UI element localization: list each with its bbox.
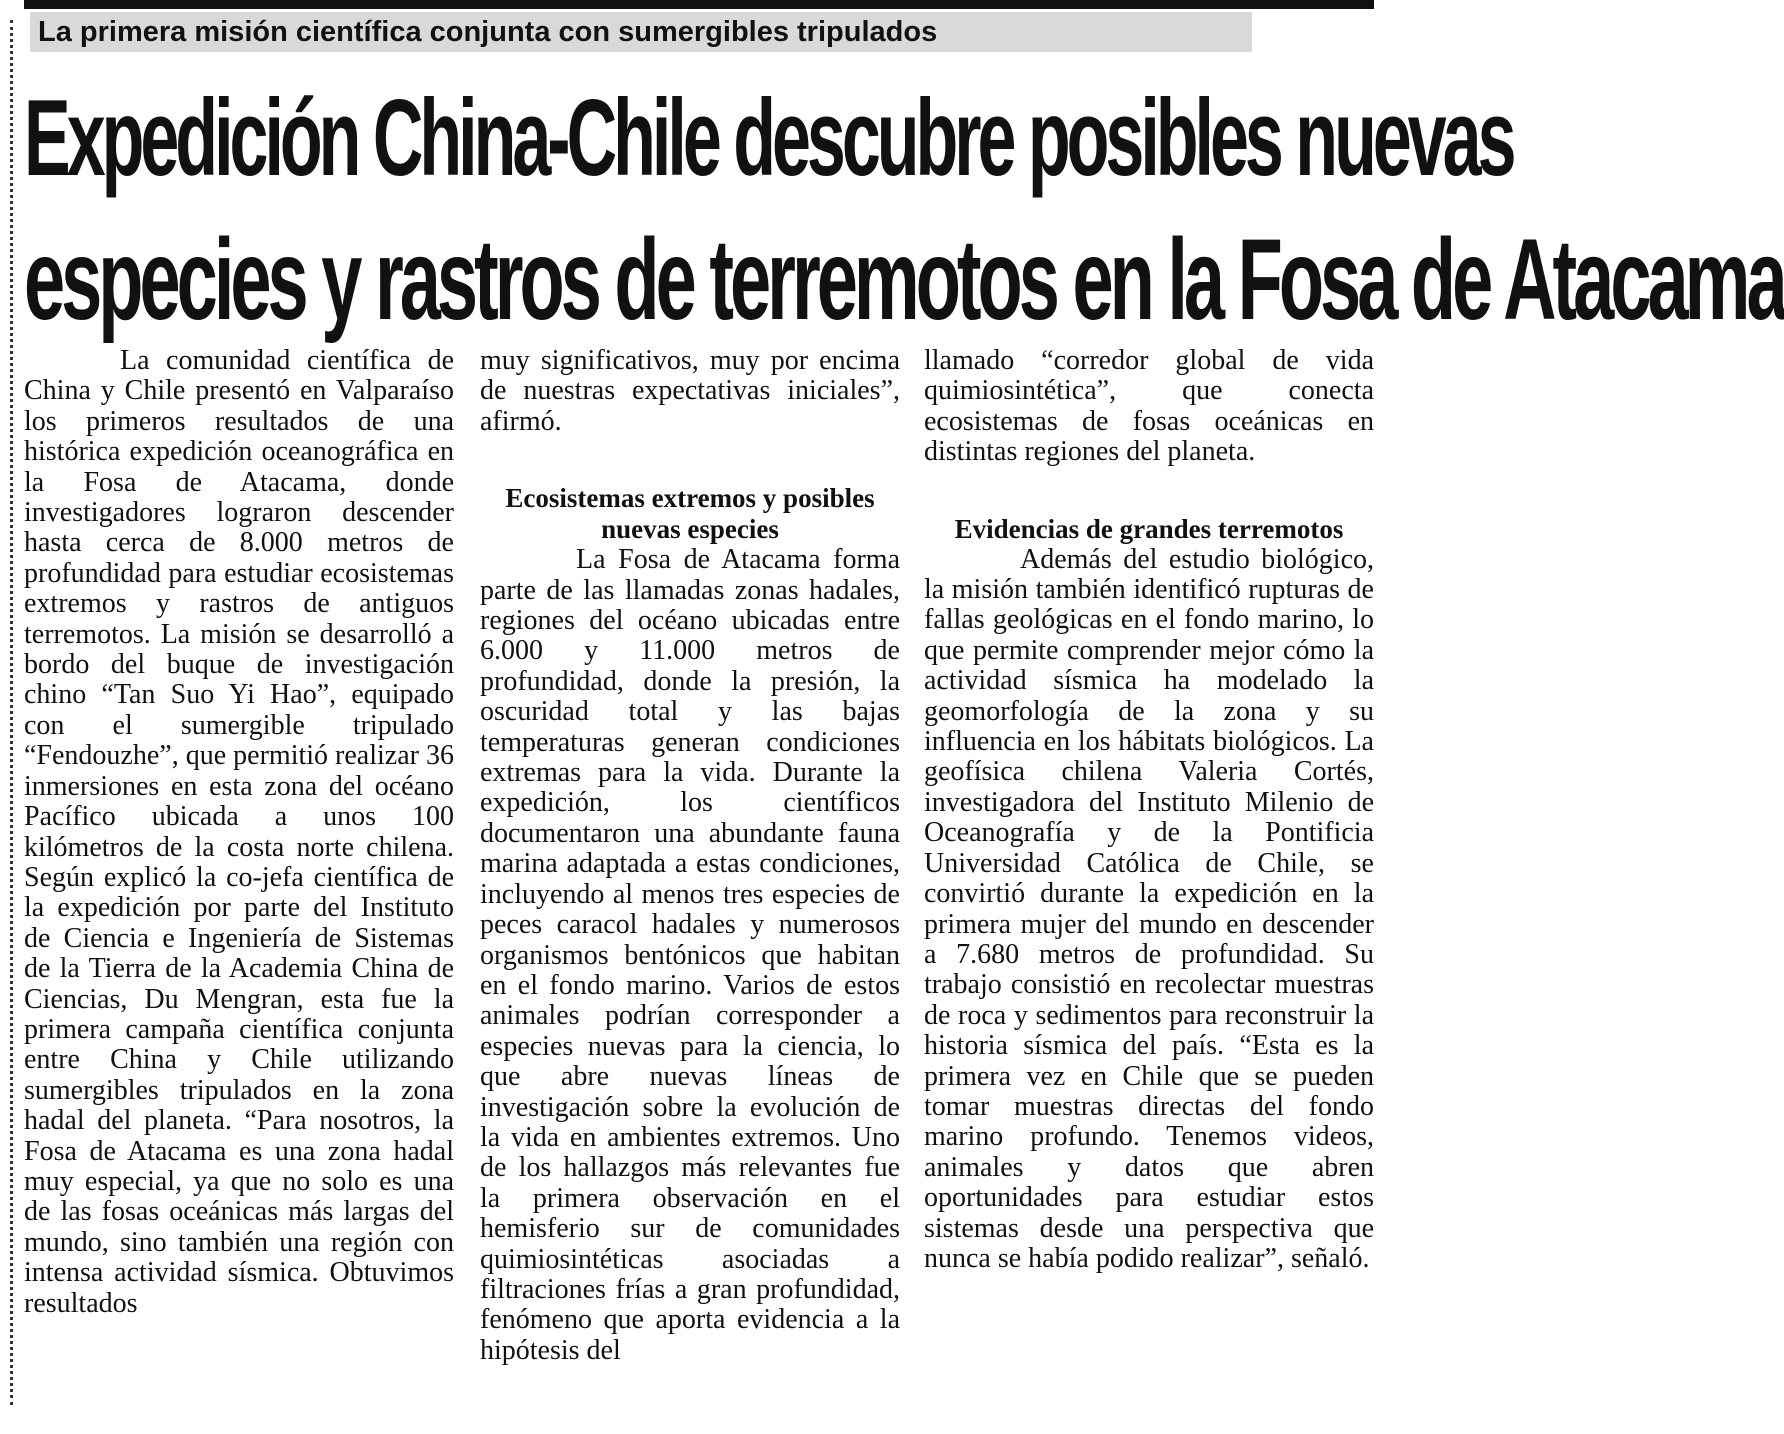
kicker: La primera misión científica conjunta con sumergibles tripulados [30, 12, 1252, 52]
headline-line-2: especies y rastros de terremotos en la Fosa de Atacama [24, 214, 1784, 344]
column-2 [480, 346, 900, 1366]
headline-line-1: Expedición China-Chile descubre posibles nuevas [24, 77, 1513, 199]
column-3-paragraph-2: Además del estudio biológico, la misión también identificó rupturas de fallas geológicas en el fondo marino, lo que permite comprender mejor cómo la actividad sísmica ha modelado la geomorfología de la zona y su influencia en los hábitats biológicos. La geofísica chilena Valeria Cortés, investigadora del Instituto Milenio de Oceanografía y de la Pontificia Universidad Católica de Chile, se convirtió durante la expedición en la primera mujer del mundo en descender a 7.680 metros de profundidad. Su trabajo consistió en recolectar muestras de roca y sedimentos para reconstruir la historia sísmica del país. “Esta es la primera vez en Chile que se pueden tomar muestras directas del fondo marino profundo. Tenemos videos, animales y datos que abren oportunidades para estudiar estos sistemas desde una perspectiva que nunca se había podido realizar”, señaló. [924, 543, 1374, 1274]
column-3-paragraph-1: llamado “corredor global de vida quimiosintética”, que conecta ecosistemas de fosas oceánicas en distintas regiones del planeta. [924, 345, 1374, 468]
subhead-evidencias: Evidencias de grandes terremotos [954, 513, 1344, 544]
column-1-paragraph: La comunidad científica de China y Chile presentó en Valparaíso los primeros resultados de una histórica expedición oceanográfica en la Fosa de Atacama, donde investigadores lograron descender hasta cerca de 8.000 metros de profundidad para estudiar ecosistemas extremos y rastros de antiguos terremotos. La misión se desarrolló a bordo del buque de investigación chino “Tan Suo Yi Hao”, equipado con el sumergible tripulado “Fendouzhe”, que permitió realizar 36 inmersiones en esta zona del océano Pacífico ubicada a unos 100 kilómetros de la costa norte chilena. Según explicó la co-jefa científica de la expedición por parte del Instituto de Ciencia e Ingeniería de Sistemas de la Tierra de la Academia China de Ciencias, Du Mengran, esta fue la primera campaña científica conjunta entre China y Chile utilizando sumergibles tripulados en la zona hadal del planeta. “Para nosotros, la Fosa de Atacama es una zona hadal muy especial, ya que no solo es una de las fosas oceánicas más largas del mundo, sino también una región con intensa actividad sísmica. Obtuvimos resultados [24, 345, 454, 1319]
top-rule [24, 0, 1374, 9]
subhead-ecosistemas: Ecosistemas extremos y posibles nuevas especies [505, 483, 875, 545]
dotted-border [10, 20, 13, 1405]
column-2-paragraph-2: La Fosa de Atacama forma parte de las llamadas zonas hadales, regiones del océano ubicadas entre 6.000 y 11.000 metros de profundidad, donde la presión, la oscuridad total y las bajas temperaturas generan condiciones extremas para la vida. Durante la expedición, los científicos documentaron una abundante fauna marina adaptada a estas condiciones, incluyendo al menos tres especies de peces caracol hadales y numerosos organismos bentónicos que habitan en el fondo marino. Varios de estos animales podrían corresponder a especies nuevas para la ciencia, lo que abre nuevas líneas de investigación sobre la evolución de la vida en ambientes extremos. Uno de los hallazgos más relevantes fue la primera observación en el hemisferio sur de comunidades quimiosintéticas asociadas a filtraciones frías a gran profundidad, fenómeno que aporta evidencia a la hipótesis del [480, 544, 900, 1366]
column-3 [924, 346, 1374, 1274]
column-1 [24, 346, 454, 1319]
column-2-paragraph-1: muy significativos, muy por encima de nuestras expectativas iniciales”, afirmó. [480, 345, 900, 437]
